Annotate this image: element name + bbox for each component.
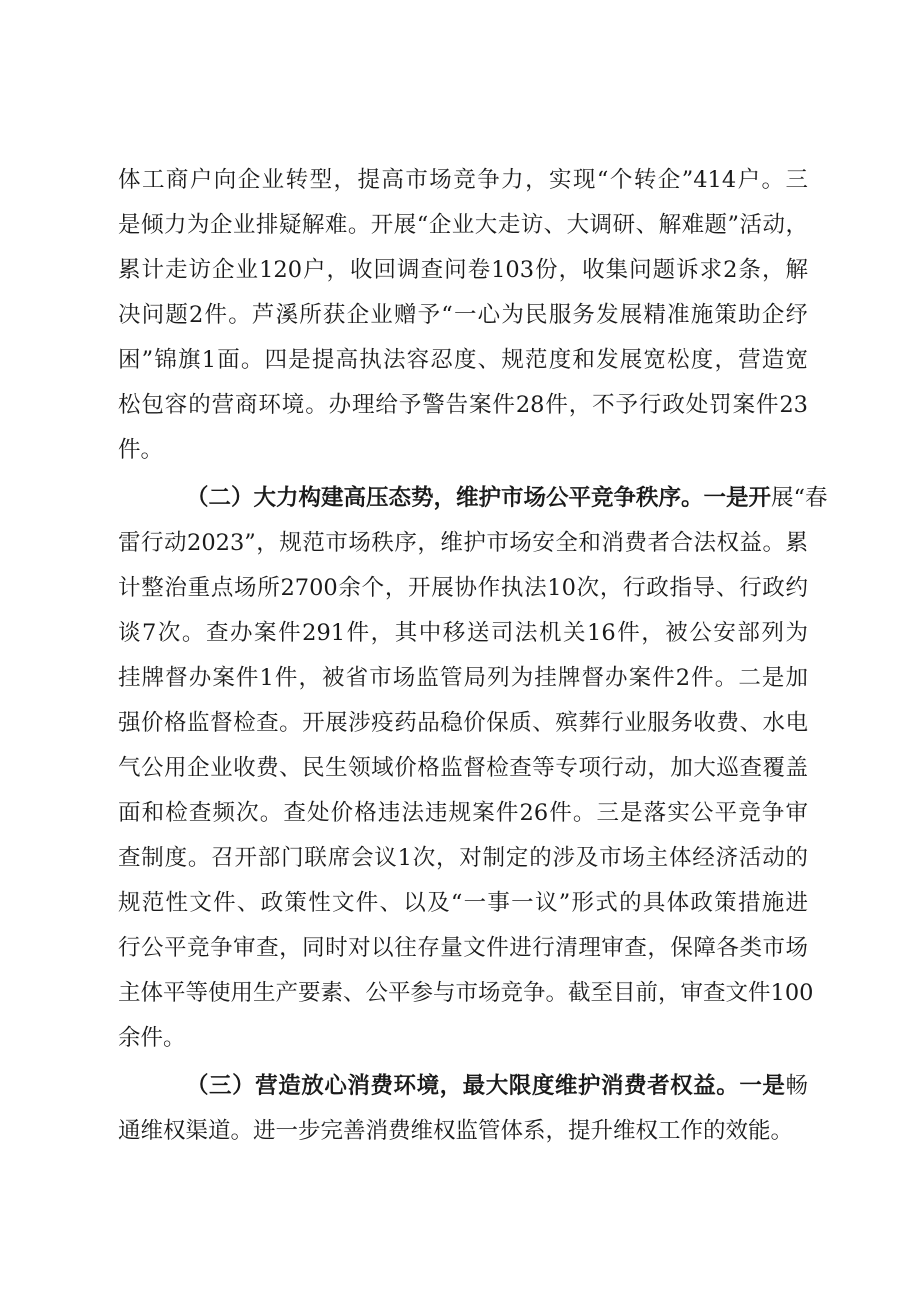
- paragraph-line: 余件。: [118, 1025, 186, 1051]
- paragraph-line: 规范性文件、政策性文件、以及“一事一议”形式的具体政策措施进: [118, 890, 808, 916]
- paragraph-heading-line: [186, 484, 828, 512]
- paragraph-line: 谈7次。查办案件291件，其中移送司法机关16件，被公安部列为: [118, 620, 808, 646]
- paragraph-heading-line: [186, 1072, 808, 1100]
- paragraph-line: 计整治重点场所2700余个，开展协作执法10次，行政指导、行政约: [118, 575, 808, 601]
- paragraph-line: 气公用企业收费、民生领域价格监督检查等专项行动，加大巡查覆盖: [118, 755, 808, 781]
- paragraph-line: 雷行动2023”，规范市场秩序，维护市场安全和消费者合法权益。累: [118, 530, 808, 556]
- heading-continuation: 展“春: [771, 485, 828, 511]
- paragraph-line: 决问题2件。芦溪所获企业赠予“一心为民服务发展精准施策助企纾: [118, 302, 808, 328]
- section-heading: （三）营造放心消费环境，最大限度维护消费者权益。一是: [186, 1073, 786, 1099]
- paragraph-line: 主体平等使用生产要素、公平参与市场竞争。截至目前，审查文件100: [118, 980, 814, 1006]
- paragraph-line: 困”锦旗1面。四是提高执法容忍度、规范度和发展宽松度，营造宽: [118, 347, 808, 373]
- paragraph-line: 强价格监督检查。开展涉疫药品稳价保质、殡葬行业服务收费、水电: [118, 710, 808, 736]
- paragraph-line: 查制度。召开部门联席会议1次，对制定的涉及市场主体经济活动的: [118, 845, 808, 871]
- paragraph-line: 通维权渠道。进一步完善消费维权监管体系，提升维权工作的效能。: [118, 1118, 794, 1144]
- paragraph-line: 挂牌督办案件1件，被省市场监管局列为挂牌督办案件2件。二是加: [118, 665, 808, 691]
- paragraph-line: 是倾力为企业排疑解难。开展“企业大走访、大调研、解难题”活动，: [118, 212, 808, 238]
- section-heading: （二）大力构建高压态势，维护市场公平竞争秩序。一是开: [186, 485, 772, 511]
- paragraph-line: 面和检查频次。查处价格违法违规案件26件。三是落实公平竞争审: [118, 800, 808, 826]
- paragraph-line: 体工商户向企业转型，提高市场竞争力，实现“个转企”414户。三: [118, 167, 808, 193]
- heading-continuation: 畅: [785, 1073, 808, 1099]
- paragraph-line: 松包容的营商环境。办理给予警告案件28件，不予行政处罚案件23: [118, 392, 808, 418]
- paragraph-line: 行公平竞争审查，同时对以往存量文件进行清理审查，保障各类市场: [118, 935, 808, 961]
- paragraph-line: 累计走访企业120户，收回调查问卷103份，收集问题诉求2条，解: [118, 257, 808, 283]
- paragraph-line: 件。: [118, 437, 164, 463]
